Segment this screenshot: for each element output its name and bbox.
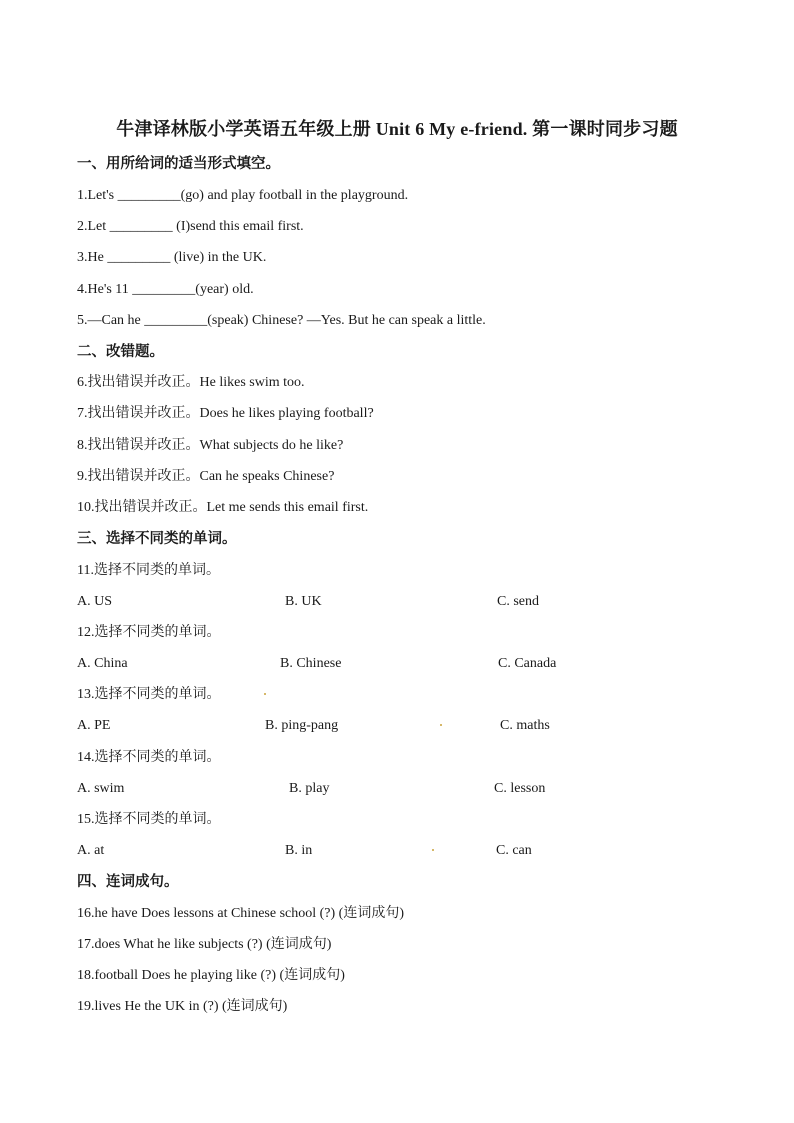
q14-option-b: B. play [289, 781, 330, 796]
q12-option-a: A. China [77, 656, 128, 671]
question-1: 1.Let's _________(go) and play football in the playground. [77, 188, 409, 203]
question-4: 4.He's 11 _________(year) old. [77, 282, 254, 297]
question-7: 7.找出错误并改正。Does he likes playing football? [77, 406, 374, 421]
q13-option-b: B. ping-pang [265, 718, 339, 733]
section-heading-correction: 二、改错题。 [77, 344, 164, 360]
question-14: 14.选择不同类的单词。 [77, 750, 221, 765]
question-17: 17.does What he like subjects (?) (连词成句) [77, 937, 332, 952]
question-12: 12.选择不同类的单词。 [77, 625, 221, 640]
q15-option-c: C. can [496, 843, 532, 858]
q14-option-a: A. swim [77, 781, 125, 796]
question-11: 11.选择不同类的单词。 [77, 563, 220, 578]
question-16: 16.he have Does lessons at Chinese school (?) (连词成句) [77, 906, 404, 921]
question-6: 6.找出错误并改正。He likes swim too. [77, 375, 305, 390]
question-18: 18.football Does he playing like (?) (连词成句) [77, 968, 345, 983]
decorative-dot [440, 724, 442, 726]
decorative-dot [264, 693, 266, 695]
section-heading-fill: 一、用所给词的适当形式填空。 [77, 156, 280, 172]
section-heading-choice: 三、选择不同类的单词。 [77, 531, 237, 547]
question-8: 8.找出错误并改正。What subjects do he like? [77, 438, 344, 453]
decorative-dot [432, 849, 434, 851]
q14-option-c: C. lesson [494, 781, 546, 796]
question-10: 10.找出错误并改正。Let me sends this email first. [77, 500, 369, 515]
q13-option-a: A. PE [77, 718, 111, 733]
q15-option-b: B. in [285, 843, 313, 858]
question-13: 13.选择不同类的单词。 [77, 687, 221, 702]
q11-option-c: C. send [497, 594, 539, 609]
q12-option-c: C. Canada [498, 656, 557, 671]
q13-option-c: C. maths [500, 718, 550, 733]
section-heading-reorder: 四、连词成句。 [77, 874, 179, 890]
q12-option-b: B. Chinese [280, 656, 342, 671]
question-15: 15.选择不同类的单词。 [77, 812, 221, 827]
question-5: 5.—Can he _________(speak) Chinese? —Yes. But he can speak a little. [77, 313, 486, 328]
question-9: 9.找出错误并改正。Can he speaks Chinese? [77, 469, 335, 484]
q11-option-a: A. US [77, 594, 113, 609]
question-19: 19.lives He the UK in (?) (连词成句) [77, 999, 288, 1014]
question-3: 3.He _________ (live) in the UK. [77, 250, 267, 265]
q15-option-a: A. at [77, 843, 105, 858]
question-2: 2.Let _________ (I)send this email first. [77, 219, 304, 234]
page-title: 牛津译林版小学英语五年级上册 Unit 6 My e-friend. 第一课时同步习题 [116, 119, 678, 139]
q11-option-b: B. UK [285, 594, 322, 609]
